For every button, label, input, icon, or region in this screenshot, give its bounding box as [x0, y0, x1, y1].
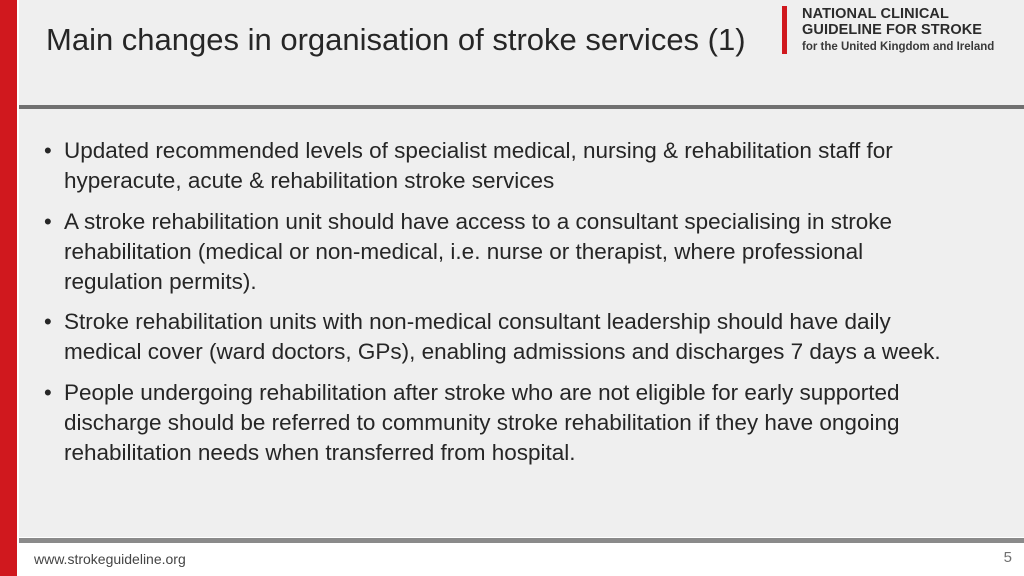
header-divider	[19, 105, 1024, 109]
bullet-marker: •	[44, 208, 52, 234]
footer-divider	[19, 538, 1024, 543]
bullet-text: Stroke rehabilitation units with non-medical consultant leadership should have daily medical cover (ward doctors, GPs), enabling admissions and discharges 7 days a week.	[64, 309, 941, 364]
bullet-item	[44, 307, 944, 367]
logo-line-3: for the United Kingdom and Ireland	[802, 41, 995, 53]
bullet-marker: •	[44, 138, 52, 163]
bullet-text: Updated recommended levels of specialist medical, nursing & rehabilitation staff for hyperacute, acute & rehabilitation stroke services	[64, 138, 893, 193]
slide-title: Main changes in organisation of stroke services (1)	[46, 22, 746, 57]
guideline-logo	[782, 6, 1018, 58]
left-accent-bar	[0, 0, 17, 576]
logo-line-2: GUIDELINE FOR STROKE	[802, 22, 983, 38]
bullet-item	[44, 136, 944, 196]
bullet-text: People undergoing rehabilitation after stroke who are not eligible for early supported discharge should be referred to community stroke rehabilitation if they have ongoing rehabilitation needs when transferred from hospital.	[64, 379, 900, 465]
logo-line-1: NATIONAL CLINICAL	[802, 6, 949, 22]
bullet-marker: •	[44, 309, 52, 334]
bullet-list	[44, 136, 944, 478]
bullet-item	[44, 378, 944, 468]
page-number: 5	[1003, 549, 1012, 566]
logo-accent-bar	[782, 6, 787, 54]
bullet-item	[44, 207, 944, 297]
bullet-marker: •	[44, 379, 52, 405]
footer-url: www.strokeguideline.org	[34, 551, 186, 567]
bullet-text: A stroke rehabilitation unit should have access to a consultant specialising in stroke rehabilitation (medical or non-medical, i.e. nurse or therapist, where professional regulation permits).	[64, 208, 892, 294]
